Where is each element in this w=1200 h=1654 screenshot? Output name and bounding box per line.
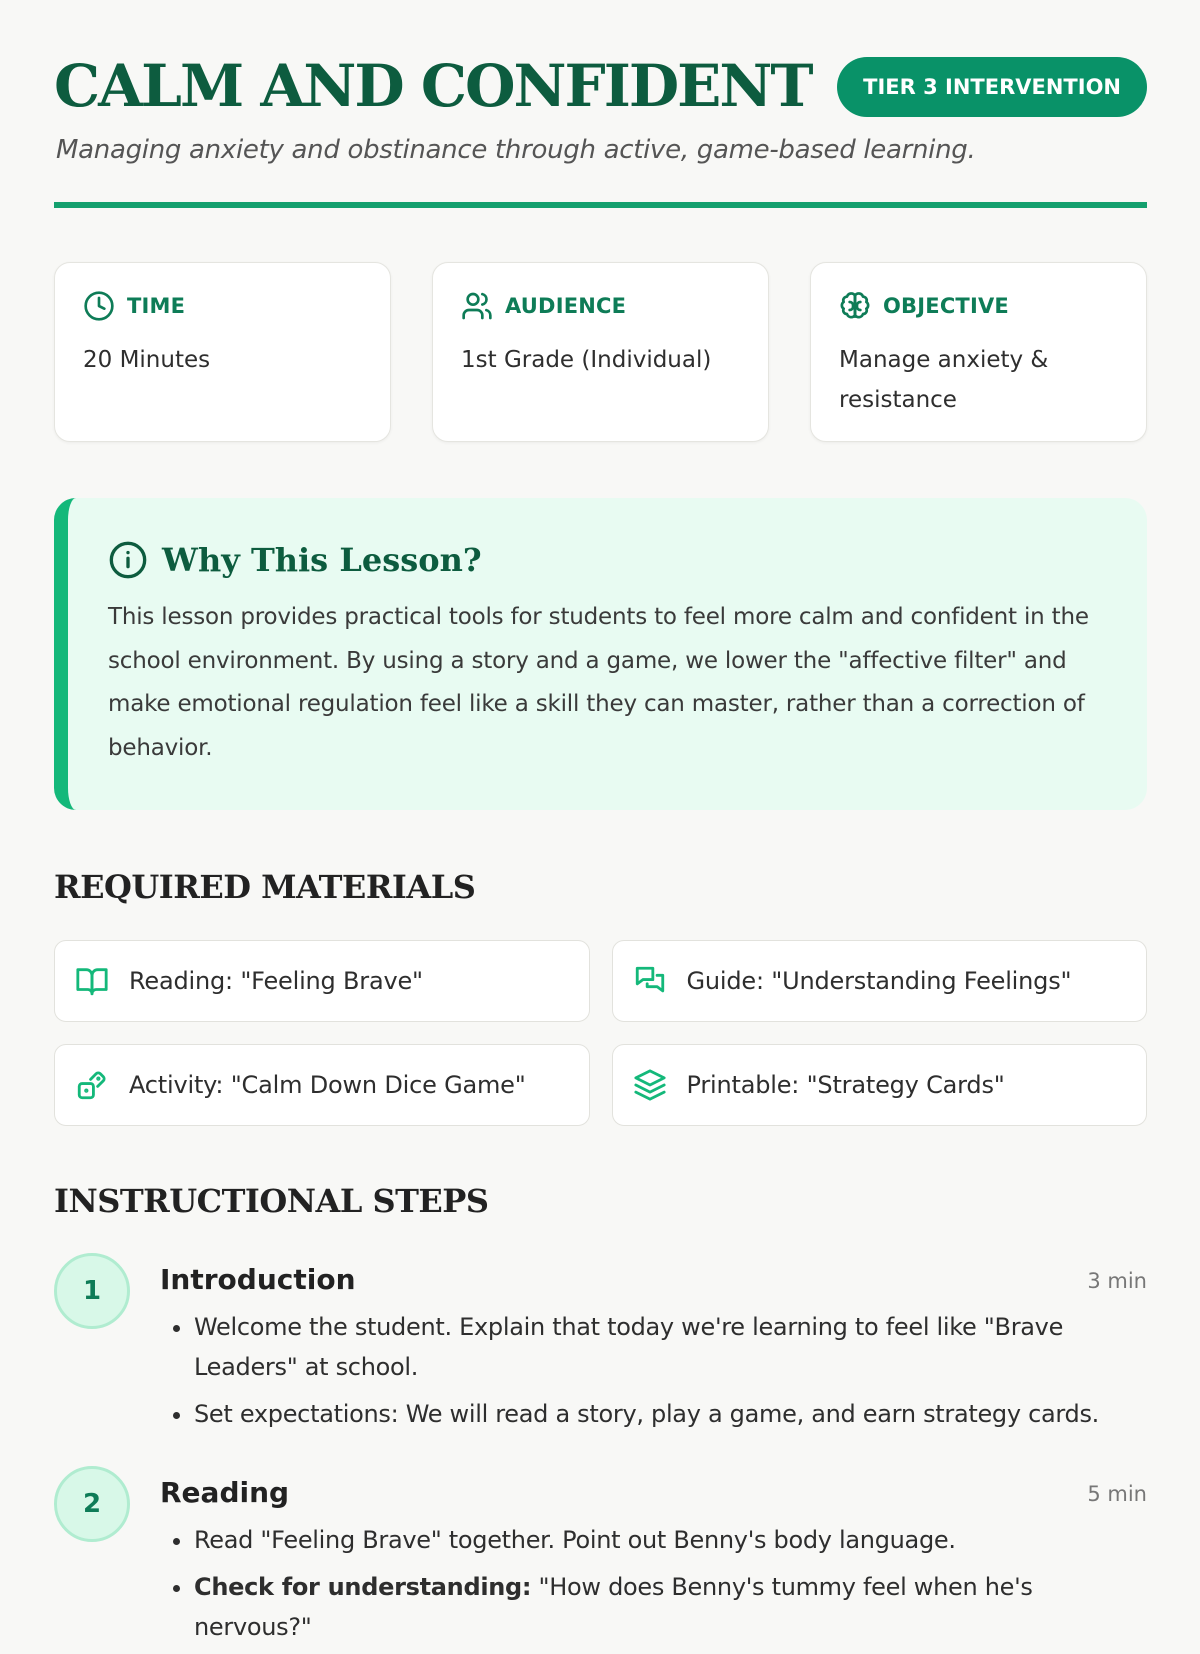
step-bullets bbox=[160, 1520, 1144, 1654]
why-text: This lesson provides practical tools for students to feel more calm and confident in the school environment. By using a story and a game, we lower the "affective filter" and make emotional regulation feel like a skill they can master, rather than a correction of behavior. bbox=[108, 604, 1089, 761]
objective-card bbox=[810, 262, 1147, 442]
list-item: • Set expectations: We will read a story, play a game, and earn strategy cards. bbox=[194, 1394, 1144, 1434]
step-number-badge: 1 bbox=[54, 1253, 130, 1329]
material-label: Reading: "Feeling Brave" bbox=[129, 967, 423, 995]
material-label: Guide: "Understanding Feelings" bbox=[686, 967, 1072, 995]
why-title: Why This Lesson? bbox=[162, 541, 482, 579]
stack-icon bbox=[633, 1068, 667, 1102]
lesson-header bbox=[54, 0, 1147, 210]
materials-heading: REQUIRED MATERIALS bbox=[54, 868, 476, 906]
list-item: • Welcome the student. Explain that today we're learning to feel like "Brave Leaders" at school. bbox=[194, 1307, 1144, 1387]
book-icon bbox=[75, 964, 109, 998]
audience-card-label: AUDIENCE bbox=[505, 294, 627, 318]
step-title: Introduction bbox=[160, 1263, 356, 1296]
step-title: Reading bbox=[160, 1476, 290, 1509]
audience-card-value: 1st Grade (Individual) bbox=[461, 347, 712, 373]
step-number-badge: 2 bbox=[54, 1466, 130, 1542]
material-guide bbox=[612, 940, 1148, 1022]
page-title: CALM AND CONFIDENT bbox=[54, 52, 812, 120]
tier-badge: TIER 3 INTERVENTION bbox=[837, 57, 1147, 117]
users-icon bbox=[461, 290, 493, 322]
material-label: Activity: "Calm Down Dice Game" bbox=[129, 1071, 526, 1099]
step-duration: 5 min bbox=[1087, 1482, 1147, 1506]
check-label: Check for understanding: bbox=[194, 1573, 532, 1601]
steps-heading: INSTRUCTIONAL STEPS bbox=[54, 1182, 489, 1220]
materials-grid bbox=[54, 940, 1147, 1126]
time-card bbox=[54, 262, 391, 442]
time-card-label: TIME bbox=[127, 294, 186, 318]
list-item: • Read "Feeling Brave" together. Point out Benny's body language. bbox=[194, 1520, 1144, 1560]
step-bullets bbox=[160, 1307, 1144, 1441]
material-printable bbox=[612, 1044, 1148, 1126]
clock-icon bbox=[83, 290, 115, 322]
step-duration: 3 min bbox=[1087, 1269, 1147, 1293]
objective-card-value: Manage anxiety & resistance bbox=[839, 347, 1049, 413]
dice-icon bbox=[75, 1068, 109, 1102]
list-item bbox=[194, 1567, 1144, 1647]
material-label: Printable: "Strategy Cards" bbox=[686, 1071, 1005, 1099]
info-circle-icon bbox=[108, 540, 148, 580]
chat-bubbles-icon bbox=[633, 964, 667, 998]
why-callout bbox=[54, 498, 1147, 810]
check-question: "How does Benny's tummy feel when he's nervous?" bbox=[194, 1573, 1033, 1641]
page-subtitle: Managing anxiety and obstinance through active, game-based learning. bbox=[56, 135, 976, 165]
audience-card bbox=[432, 262, 769, 442]
lesson-page bbox=[54, 0, 1147, 1641]
header-divider bbox=[54, 202, 1147, 208]
material-activity bbox=[54, 1044, 590, 1126]
time-card-value: 20 Minutes bbox=[83, 347, 211, 373]
objective-card-label: OBJECTIVE bbox=[883, 294, 1009, 318]
material-reading bbox=[54, 940, 590, 1022]
info-cards bbox=[54, 262, 1147, 442]
brain-icon bbox=[839, 290, 871, 322]
